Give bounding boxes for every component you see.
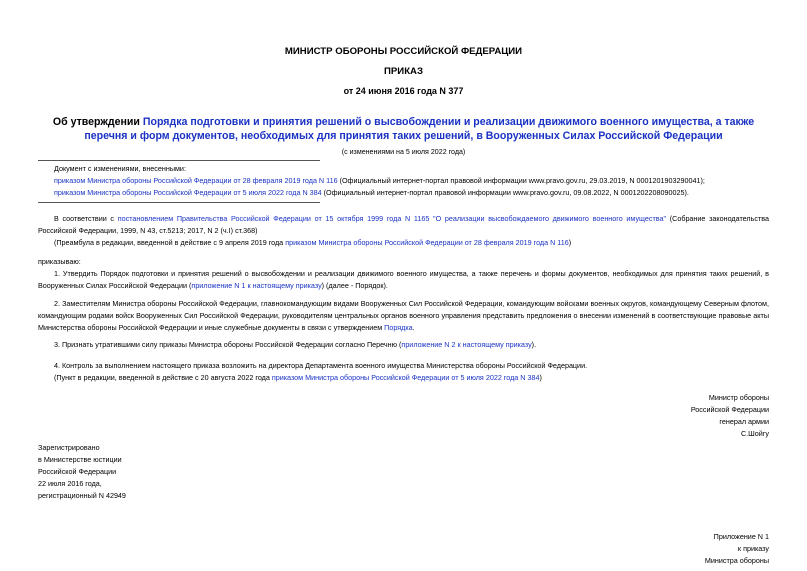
item-2-text-2: . bbox=[412, 323, 415, 332]
item-3-text-1: 3. Признать утратившими силу приказы Министра обороны Российской Федерации согласно Перечню ( bbox=[54, 340, 402, 349]
item-4-note-text-2: ) bbox=[539, 373, 542, 382]
appendix-line-2: к приказу bbox=[737, 544, 769, 553]
preamble-note-text-2: ) bbox=[568, 238, 572, 247]
title-prefix: Об утверждении bbox=[52, 116, 143, 128]
item-1-link[interactable]: приложение N 1 к настоящему приказу bbox=[191, 281, 322, 290]
document-title bbox=[38, 115, 769, 143]
order-word: приказываю: bbox=[38, 257, 81, 266]
revision-note: (с изменениями на 5 июля 2022 года) bbox=[341, 148, 466, 156]
item-4-note-text-1: (Пункт в редакции, введенной в действие с 20 августа 2022 года bbox=[54, 373, 272, 382]
changes-link-2[interactable]: приказом Министра обороны Российской Федерации от 5 июля 2022 года N 384 bbox=[54, 188, 322, 197]
title-link[interactable]: Порядка подготовки и принятия решений о высвобождении и реализации движимого военного имущества, а также перечня и форм документов, необходимых для принятия таких решений, в Вооруженных Силах Российской Федерации bbox=[84, 116, 755, 142]
signature-line-3: генерал армии bbox=[719, 417, 769, 426]
changes-item-1 bbox=[54, 175, 769, 187]
registration-line-1: Зарегистрировано bbox=[38, 443, 100, 452]
item-3-link[interactable]: приложение N 2 к настоящему приказу bbox=[401, 340, 532, 349]
item-3 bbox=[38, 339, 769, 351]
item-2 bbox=[38, 298, 769, 334]
registration-block bbox=[38, 442, 126, 502]
divider-top bbox=[38, 160, 320, 161]
changes-text-1: (Официальный интернет-портал правовой информации www.pravo.gov.ru, 29.03.2019, N 0001201903290041); bbox=[337, 176, 705, 185]
changes-link-1[interactable]: приказом Министра обороны Российской Федерации от 28 февраля 2019 года N 116 bbox=[54, 176, 338, 185]
appendix-block bbox=[705, 531, 769, 567]
preamble-note bbox=[54, 237, 571, 249]
changes-intro: Документ с изменениями, внесенными: bbox=[54, 164, 186, 173]
item-3-text-2: ). bbox=[531, 340, 537, 349]
changes-text-2: (Официальный интернет-портал правовой информации www.pravo.gov.ru, 09.08.2022, N 0001202208090025). bbox=[321, 188, 689, 197]
changes-block bbox=[54, 163, 769, 199]
preamble-link[interactable]: постановлением Правительства Российской Федерации от 15 октября 1999 года N 1165 "О реализации высвобождаемого движимого военного имущества" bbox=[117, 214, 667, 223]
signature-line-1: Министр обороны bbox=[708, 393, 769, 402]
item-1-text-2: ) (далее - Порядок). bbox=[321, 281, 388, 290]
divider-bottom bbox=[38, 202, 320, 203]
registration-line-5: регистрационный N 42949 bbox=[38, 491, 126, 500]
registration-line-3: Российской Федерации bbox=[38, 467, 117, 476]
item-2-text-1: 2. Заместителям Министра обороны Российской Федерации, главнокомандующим видами Вооруженных Сил Российской Федерации, командующим войсками военных округов, командующему Северным флотом, командующим родами войск Вооруженных Сил Российской Федерации, руководителям центральных органов военного управления представить предложения о внесении изменений в соответствующие правовые акты Министерства обороны Российской Федерации и иные служебные документы в связи с утверждением bbox=[38, 299, 769, 332]
signature-line-4: С.Шойгу bbox=[740, 429, 769, 438]
item-4-note-link[interactable]: приказом Министра обороны Российской Федерации от 5 июля 2022 года N 384 bbox=[271, 373, 540, 382]
changes-item-2 bbox=[54, 187, 769, 199]
registration-line-2: в Министерстве юстиции bbox=[38, 455, 122, 464]
preamble-text-2: (Собрание законодательства Российской Федерации, 1999, N 43, ст.5213; 2017, N 2 (ч.I) ст.368) bbox=[38, 214, 769, 235]
preamble bbox=[38, 213, 769, 237]
item-1-text-1: 1. Утвердить Порядок подготовки и принятия решений о высвобождении и реализации движимого военного имущества, а также перечень и формы документов, необходимых для принятия таких решений, в Вооруженных Силах Российской Федерации ( bbox=[38, 269, 769, 290]
preamble-note-link[interactable]: приказом Министра обороны Российской Федерации от 28 февраля 2019 года N 116 bbox=[285, 238, 569, 247]
item-4: 4. Контроль за выполнением настоящего приказа возложить на директора Департамента военного имущества Министерства обороны Российской Федерации. bbox=[54, 361, 588, 370]
item-4-note bbox=[54, 372, 542, 384]
appendix-line-1: Приложение N 1 bbox=[713, 532, 769, 541]
item-1 bbox=[38, 268, 769, 292]
item-2-link[interactable]: Порядка bbox=[384, 323, 413, 332]
doc-type-header: ПРИКАЗ bbox=[384, 66, 423, 77]
ministry-header: МИНИСТР ОБОРОНЫ РОССИЙСКОЙ ФЕДЕРАЦИИ bbox=[284, 46, 523, 57]
signature-line-2: Российской Федерации bbox=[690, 405, 769, 414]
preamble-text-1: В соответствии с bbox=[54, 214, 118, 223]
registration-line-4: 22 июля 2016 года, bbox=[38, 479, 102, 488]
preamble-note-text-1: (Преамбула в редакции, введенной в действие с 9 апреля 2019 года bbox=[54, 238, 286, 247]
appendix-line-3: Министра обороны bbox=[704, 556, 769, 565]
signature-block bbox=[691, 392, 769, 440]
date-number: от 24 июня 2016 года N 377 bbox=[343, 86, 464, 96]
